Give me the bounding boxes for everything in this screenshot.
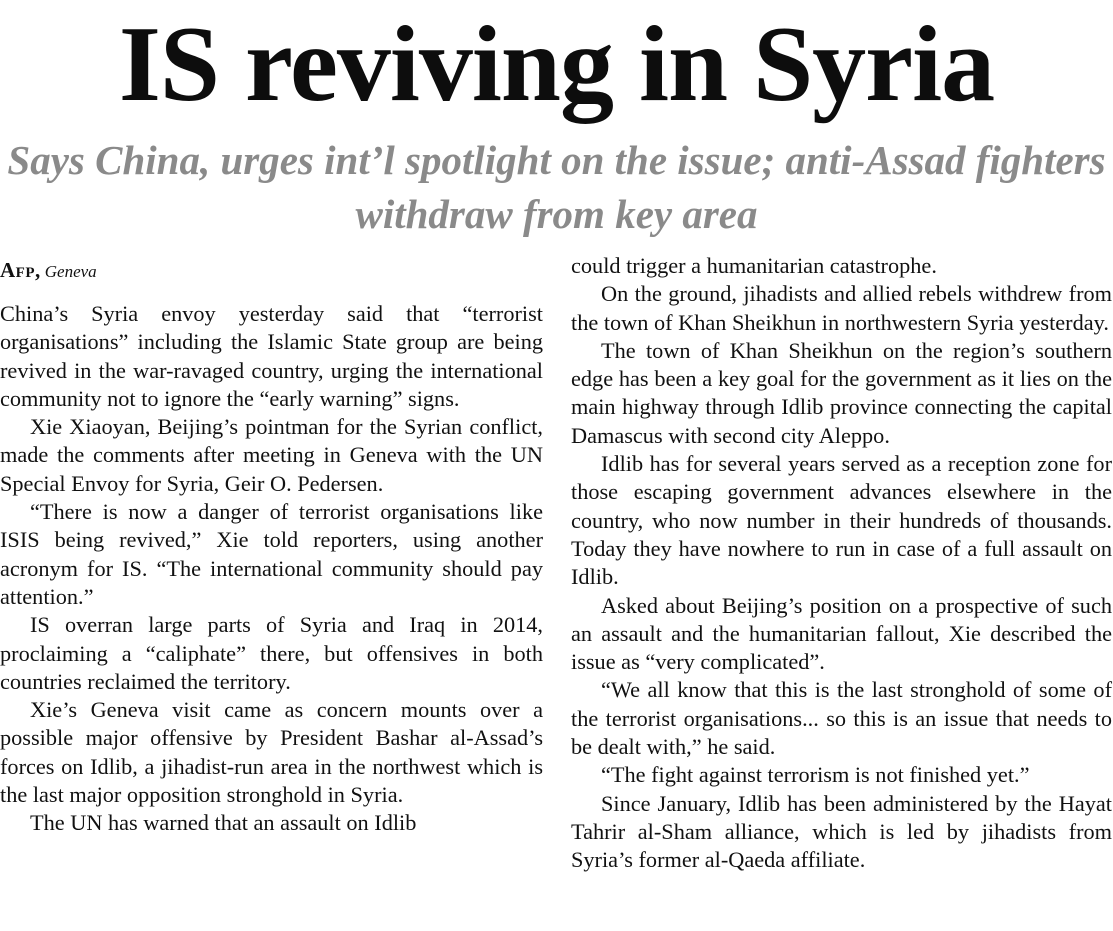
paragraph: Asked about Beijing’s position on a prospective of such an assault and the humanitarian fallout, Xie described the issue as “very complicated”. (571, 592, 1112, 675)
paragraph: Since January, Idlib has been administered by the Hayat Tahrir al-Sham alliance, which is led by jihadists from Syria’s former al-Qaeda affiliate. (571, 790, 1112, 873)
article-column-right (571, 252, 1112, 875)
paragraph: “There is now a danger of terrorist organisations like ISIS being revived,” Xie told reporters, using another acronym for IS. “The international community should pay attention.” (0, 499, 543, 609)
paragraph: “We all know that this is the last stronghold of some of the terrorist organisations... so this is an issue that needs to be dealt with,” he said. (571, 677, 1112, 760)
paragraph: The town of Khan Sheikhun on the region’s southern edge has been a key goal for the government as it lies on the main highway through Idlib province connecting the capital Damascus with second city Aleppo. (571, 337, 1112, 448)
headline: IS reviving in Syria (118, 5, 995, 124)
paragraph: IS overran large parts of Syria and Iraq in 2014, proclaiming a “caliphate” there, but offensives in both countries reclaimed the territory. (0, 612, 543, 694)
paragraph: Idlib has for several years served as a reception zone for those escaping government advances elsewhere in the country, who now number in their hundreds of thousands. Today they have nowhere to run in case of a full assault on Idlib. (571, 451, 1112, 590)
article-column-left (0, 252, 543, 838)
paragraph: China’s Syria envoy yesterday said that “terrorist organisations” including the Islamic State group are being revived in the war-ravaged country, urging the international community not to ignore the “early warning” signs. (0, 301, 543, 411)
paragraph: On the ground, jihadists and allied rebels withdrew from the town of Khan Sheikhun in northwestern Syria yesterday. (571, 281, 1112, 335)
byline-agency: Afp, (0, 258, 41, 282)
paragraph-continued: could trigger a humanitarian catastrophe. (571, 253, 937, 278)
byline (0, 252, 543, 300)
paragraph: The UN has warned that an assault on Idlib (30, 810, 417, 836)
paragraph: Xie Xiaoyan, Beijing’s pointman for the Syrian conflict, made the comments after meeting in Geneva with the UN Special Envoy for Syria, Geir O. Pedersen. (0, 414, 543, 496)
byline-dateline: Geneva (44, 262, 97, 281)
paragraph: Xie’s Geneva visit came as concern mounts over a possible major offensive by President Bashar al-Assad’s forces on Idlib, a jihadist-run area in the northwest which is the last major opposition stronghold in Syria. (0, 697, 543, 808)
subheadline: Says China, urges int’l spotlight on the issue; anti-Assad fighters withdraw from key area (7, 137, 1106, 237)
paragraph: “The fight against terrorism is not finished yet.” (601, 762, 1030, 788)
